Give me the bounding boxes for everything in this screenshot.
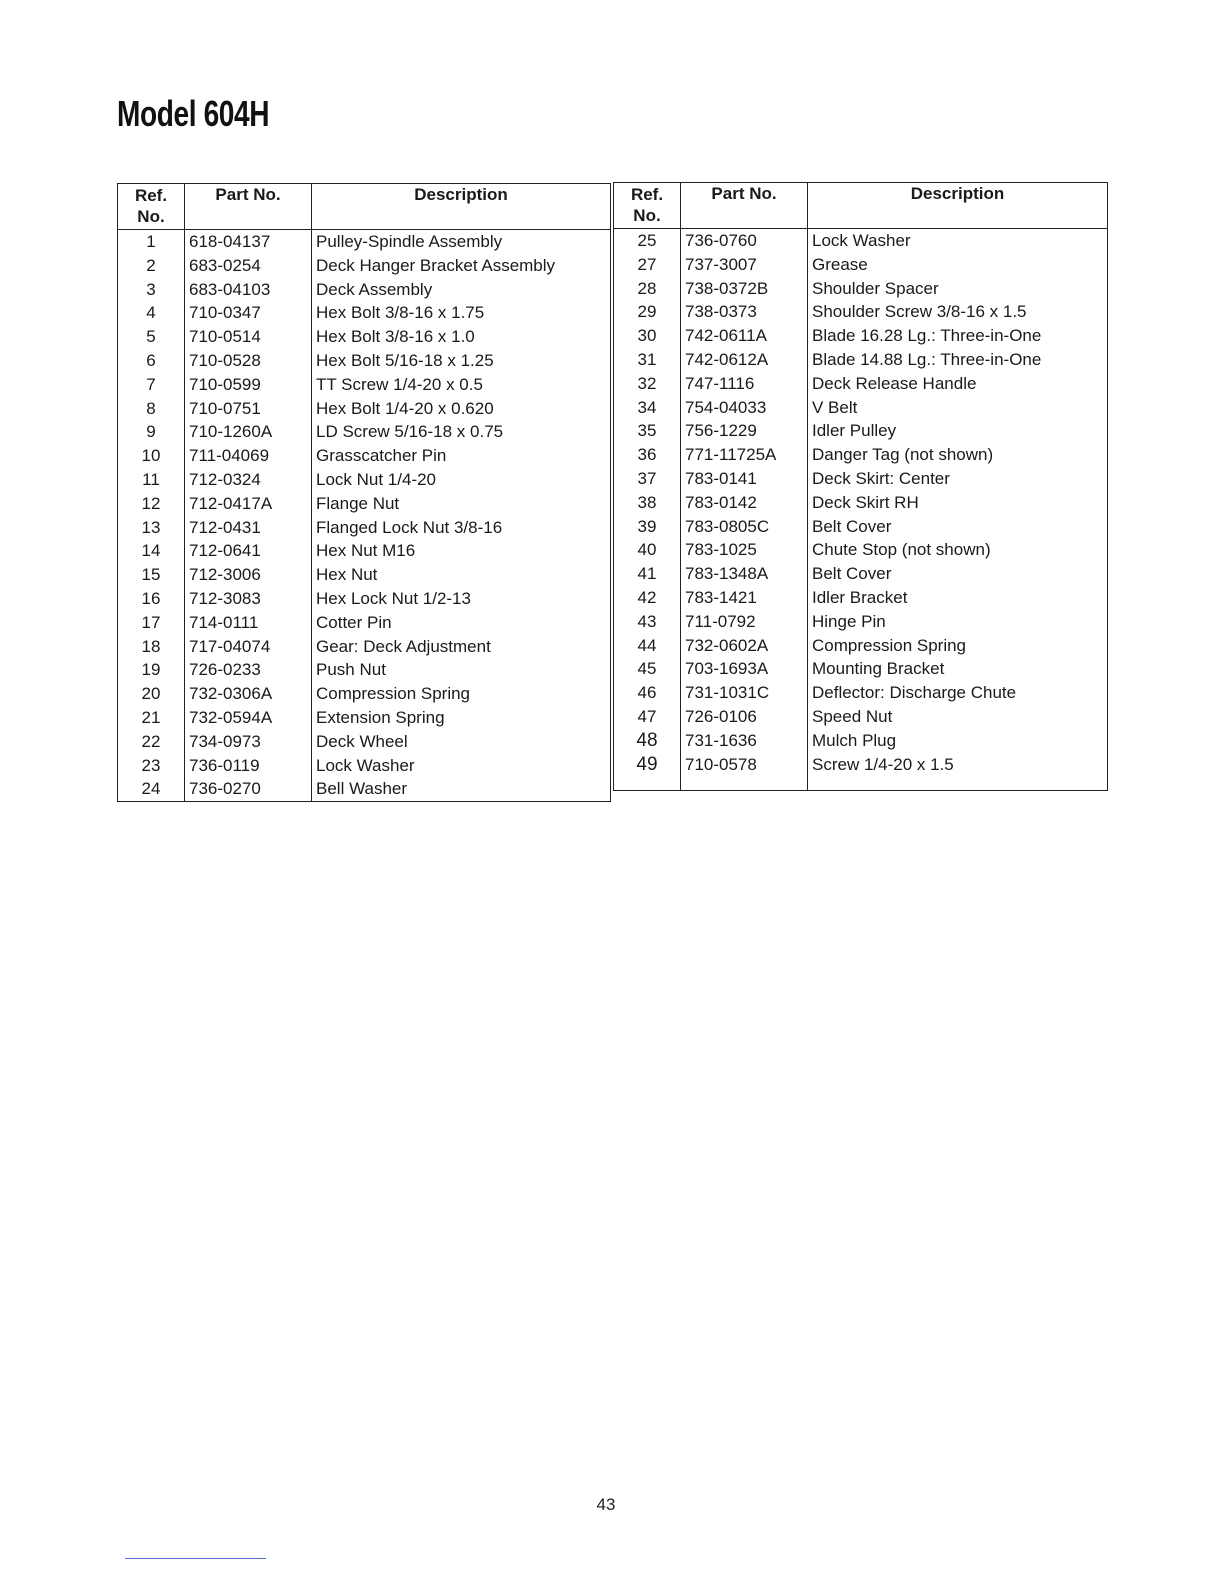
description-cell: Extension Spring (312, 706, 611, 730)
ref-no-header (614, 183, 681, 229)
ref-cell: 48 (614, 729, 681, 753)
description-cell: Grease (808, 253, 1108, 277)
description-cell: Hex Nut (312, 563, 611, 587)
description-cell: Blade 16.28 Lg.: Three-in-One (808, 324, 1108, 348)
description-cell: V Belt (808, 396, 1108, 420)
part-no-cell: 712-3006 (185, 563, 312, 587)
ref-cell: 11 (118, 468, 185, 492)
ref-cell: 24 (118, 777, 185, 801)
table-row (614, 634, 1108, 658)
ref-header-line2: No. (633, 206, 661, 225)
ref-cell: 14 (118, 539, 185, 563)
ref-cell: 10 (118, 444, 185, 468)
description-cell: Hex Bolt 1/4-20 x 0.620 (312, 397, 611, 421)
part-no-cell: 732-0306A (185, 682, 312, 706)
ref-header-line1: Ref. (630, 185, 664, 204)
part-no-cell: 710-0347 (185, 301, 312, 325)
part-no-cell: 726-0106 (681, 705, 808, 729)
ref-cell: 18 (118, 635, 185, 659)
table-row (118, 420, 611, 444)
ref-cell: 29 (614, 300, 681, 324)
part-no-cell: 783-1348A (681, 562, 808, 586)
table-row (118, 468, 611, 492)
ref-cell: 7 (118, 373, 185, 397)
table-row (118, 777, 611, 801)
ref-cell: 5 (118, 325, 185, 349)
ref-cell: 45 (614, 657, 681, 681)
footnote-rule (125, 1558, 266, 1559)
part-no-cell: 710-0514 (185, 325, 312, 349)
parts-table-right-body (614, 229, 1108, 791)
part-no-cell: 738-0373 (681, 300, 808, 324)
ref-cell: 4 (118, 301, 185, 325)
part-no-cell: 703-1693A (681, 657, 808, 681)
part-no-cell: 783-0141 (681, 467, 808, 491)
table-header-row (118, 184, 611, 230)
table-row (118, 230, 611, 254)
table-row (118, 658, 611, 682)
part-no-header: Part No. (681, 183, 808, 229)
table-row (614, 610, 1108, 634)
description-cell: Hex Nut M16 (312, 539, 611, 563)
part-no-cell: 754-04033 (681, 396, 808, 420)
description-cell: Push Nut (312, 658, 611, 682)
part-no-cell: 742-0611A (681, 324, 808, 348)
description-cell: Shoulder Screw 3/8-16 x 1.5 (808, 300, 1108, 324)
description-cell: Mounting Bracket (808, 657, 1108, 681)
table-row (118, 254, 611, 278)
ref-no-header (118, 184, 185, 230)
ref-cell: 23 (118, 754, 185, 778)
part-no-header: Part No. (185, 184, 312, 230)
table-row (614, 729, 1108, 753)
ref-cell: 49 (614, 753, 681, 777)
part-no-cell: 710-0578 (681, 753, 808, 777)
ref-cell: 19 (118, 658, 185, 682)
part-no-cell: 736-0119 (185, 754, 312, 778)
table-row (118, 325, 611, 349)
part-no-cell: 783-0142 (681, 491, 808, 515)
description-cell: Belt Cover (808, 515, 1108, 539)
ref-cell: 34 (614, 396, 681, 420)
ref-cell: 6 (118, 349, 185, 373)
description-cell: Compression Spring (312, 682, 611, 706)
ref-cell: 30 (614, 324, 681, 348)
table-row (118, 730, 611, 754)
table-row (614, 324, 1108, 348)
description-cell: Shoulder Spacer (808, 277, 1108, 301)
description-cell: Lock Washer (808, 229, 1108, 253)
ref-cell: 20 (118, 682, 185, 706)
description-cell: Belt Cover (808, 562, 1108, 586)
table-row (118, 587, 611, 611)
description-cell: Deck Wheel (312, 730, 611, 754)
ref-cell: 31 (614, 348, 681, 372)
ref-cell: 46 (614, 681, 681, 705)
part-no-cell: 736-0270 (185, 777, 312, 801)
empty-cell (614, 776, 681, 791)
empty-cell (808, 776, 1108, 791)
table-row (118, 397, 611, 421)
table-row (118, 754, 611, 778)
ref-cell: 12 (118, 492, 185, 516)
ref-cell: 44 (614, 634, 681, 658)
ref-cell: 15 (118, 563, 185, 587)
description-cell: Mulch Plug (808, 729, 1108, 753)
table-row (614, 681, 1108, 705)
part-no-cell: 747-1116 (681, 372, 808, 396)
empty-cell (681, 776, 808, 791)
part-no-cell: 683-04103 (185, 278, 312, 302)
description-cell: Speed Nut (808, 705, 1108, 729)
description-cell: Deck Assembly (312, 278, 611, 302)
part-no-cell: 683-0254 (185, 254, 312, 278)
part-no-cell: 712-0324 (185, 468, 312, 492)
part-no-cell: 618-04137 (185, 230, 312, 254)
description-cell: Deflector: Discharge Chute (808, 681, 1108, 705)
ref-cell: 27 (614, 253, 681, 277)
table-row (118, 278, 611, 302)
ref-cell: 22 (118, 730, 185, 754)
table-row (614, 753, 1108, 777)
table-row (614, 348, 1108, 372)
table-row (118, 706, 611, 730)
part-no-cell: 710-0751 (185, 397, 312, 421)
part-no-cell: 783-1025 (681, 538, 808, 562)
description-header: Description (312, 184, 611, 230)
table-row (614, 300, 1108, 324)
part-no-cell: 710-0528 (185, 349, 312, 373)
ref-cell: 47 (614, 705, 681, 729)
part-no-cell: 742-0612A (681, 348, 808, 372)
table-row (614, 491, 1108, 515)
ref-cell: 2 (118, 254, 185, 278)
ref-header-line1: Ref. (134, 186, 168, 205)
ref-cell: 16 (118, 587, 185, 611)
parts-table-left-body (118, 230, 611, 802)
table-row (118, 611, 611, 635)
description-cell: Idler Pulley (808, 419, 1108, 443)
table-row (118, 563, 611, 587)
ref-header-line2: No. (137, 207, 165, 226)
table-row (614, 586, 1108, 610)
table-row (614, 277, 1108, 301)
description-cell: Screw 1/4-20 x 1.5 (808, 753, 1108, 777)
table-row (118, 373, 611, 397)
part-no-cell: 712-0417A (185, 492, 312, 516)
table-row (614, 229, 1108, 253)
parts-table-left (117, 183, 611, 802)
ref-cell: 13 (118, 516, 185, 540)
part-no-cell: 737-3007 (681, 253, 808, 277)
table-row-filler (614, 776, 1108, 791)
part-no-cell: 736-0760 (681, 229, 808, 253)
part-no-cell: 711-04069 (185, 444, 312, 468)
description-cell: Danger Tag (not shown) (808, 443, 1108, 467)
ref-cell: 25 (614, 229, 681, 253)
page-title: Model 604H (117, 93, 270, 134)
description-cell: Hex Bolt 3/8-16 x 1.75 (312, 301, 611, 325)
part-no-cell: 783-0805C (681, 515, 808, 539)
table-row (118, 539, 611, 563)
table-row (118, 516, 611, 540)
description-cell: Hex Bolt 3/8-16 x 1.0 (312, 325, 611, 349)
description-cell: Deck Hanger Bracket Assembly (312, 254, 611, 278)
description-cell: Flange Nut (312, 492, 611, 516)
description-cell: Deck Release Handle (808, 372, 1108, 396)
table-row (118, 444, 611, 468)
description-cell: Deck Skirt RH (808, 491, 1108, 515)
ref-cell: 43 (614, 610, 681, 634)
part-no-cell: 712-0431 (185, 516, 312, 540)
description-cell: Bell Washer (312, 777, 611, 801)
table-row (614, 705, 1108, 729)
part-no-cell: 712-3083 (185, 587, 312, 611)
table-row (614, 372, 1108, 396)
ref-cell: 28 (614, 277, 681, 301)
table-row (614, 419, 1108, 443)
ref-cell: 38 (614, 491, 681, 515)
table-row (118, 682, 611, 706)
table-row (614, 467, 1108, 491)
description-cell: Blade 14.88 Lg.: Three-in-One (808, 348, 1108, 372)
part-no-cell: 731-1031C (681, 681, 808, 705)
part-no-cell: 734-0973 (185, 730, 312, 754)
description-cell: Lock Washer (312, 754, 611, 778)
ref-cell: 37 (614, 467, 681, 491)
parts-table-right (613, 182, 1108, 791)
table-header-row (614, 183, 1108, 229)
part-no-cell: 717-04074 (185, 635, 312, 659)
ref-cell: 9 (118, 420, 185, 444)
ref-cell: 42 (614, 586, 681, 610)
description-header: Description (808, 183, 1108, 229)
description-cell: Hinge Pin (808, 610, 1108, 634)
description-cell: Pulley-Spindle Assembly (312, 230, 611, 254)
description-cell: TT Screw 1/4-20 x 0.5 (312, 373, 611, 397)
table-row (118, 635, 611, 659)
part-no-cell: 732-0602A (681, 634, 808, 658)
ref-cell: 8 (118, 397, 185, 421)
part-no-cell: 738-0372B (681, 277, 808, 301)
part-no-cell: 732-0594A (185, 706, 312, 730)
description-cell: Grasscatcher Pin (312, 444, 611, 468)
table-row (614, 396, 1108, 420)
ref-cell: 39 (614, 515, 681, 539)
description-cell: Cotter Pin (312, 611, 611, 635)
part-no-cell: 710-0599 (185, 373, 312, 397)
description-cell: Idler Bracket (808, 586, 1108, 610)
table-row (614, 562, 1108, 586)
description-cell: Chute Stop (not shown) (808, 538, 1108, 562)
table-row (614, 538, 1108, 562)
description-cell: Flanged Lock Nut 3/8-16 (312, 516, 611, 540)
page-number: 43 (596, 1495, 616, 1514)
part-no-cell: 731-1636 (681, 729, 808, 753)
part-no-cell: 771-11725A (681, 443, 808, 467)
ref-cell: 41 (614, 562, 681, 586)
description-cell: Deck Skirt: Center (808, 467, 1108, 491)
table-row (118, 349, 611, 373)
description-cell: Gear: Deck Adjustment (312, 635, 611, 659)
part-no-cell: 712-0641 (185, 539, 312, 563)
ref-cell: 1 (118, 230, 185, 254)
description-cell: Hex Lock Nut 1/2-13 (312, 587, 611, 611)
ref-cell: 36 (614, 443, 681, 467)
table-row (614, 657, 1108, 681)
description-cell: Hex Bolt 5/16-18 x 1.25 (312, 349, 611, 373)
description-cell: Lock Nut 1/4-20 (312, 468, 611, 492)
ref-cell: 21 (118, 706, 185, 730)
ref-cell: 40 (614, 538, 681, 562)
part-no-cell: 711-0792 (681, 610, 808, 634)
ref-cell: 3 (118, 278, 185, 302)
ref-cell: 35 (614, 419, 681, 443)
part-no-cell: 756-1229 (681, 419, 808, 443)
part-no-cell: 714-0111 (185, 611, 312, 635)
table-row (614, 443, 1108, 467)
table-row (118, 492, 611, 516)
table-row (614, 253, 1108, 277)
description-cell: LD Screw 5/16-18 x 0.75 (312, 420, 611, 444)
description-cell: Compression Spring (808, 634, 1108, 658)
part-no-cell: 710-1260A (185, 420, 312, 444)
table-row (118, 301, 611, 325)
part-no-cell: 726-0233 (185, 658, 312, 682)
ref-cell: 17 (118, 611, 185, 635)
part-no-cell: 783-1421 (681, 586, 808, 610)
ref-cell: 32 (614, 372, 681, 396)
table-row (614, 515, 1108, 539)
